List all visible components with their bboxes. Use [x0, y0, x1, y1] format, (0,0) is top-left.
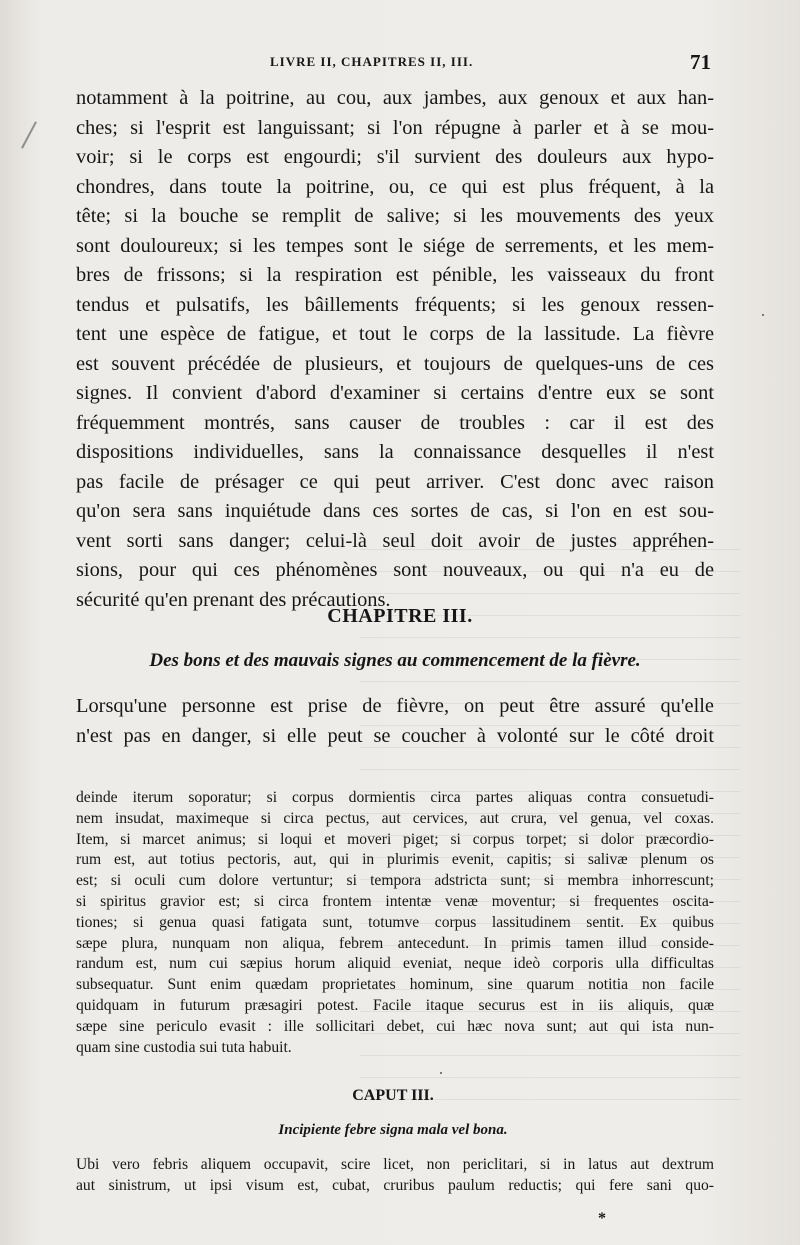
paper-speck [762, 314, 764, 316]
caput-opening-text [76, 1155, 714, 1197]
text-line: Ubi vero febris aliquem occupavit, scire licet, non periclitari, si in latus aut dextrum [76, 1156, 714, 1173]
text-line: randum est, num cui sæpius horum aliquid eveniat, neque ideò corporis ulla difficultas [76, 955, 714, 973]
text-line: dispositions individuelles, sans la connaissance desquelles il n'est [76, 441, 714, 463]
text-line: nem insudat, maximeque si circa pectus, aut cervices, aut crura, vel genua, vel coxas. [76, 809, 714, 827]
text-line: Lorsqu'une personne est prise de fièvre, on peut être assuré qu'elle [76, 695, 714, 717]
chapter-opening-text [76, 692, 714, 751]
margin-pencil-mark [21, 121, 37, 148]
text-line: notamment à la poitrine, au cou, aux jambes, aux genoux et aux han- [76, 87, 714, 109]
french-translation-text [76, 84, 714, 615]
caput-subtitle: Incipiente febre signa mala vel bona. [278, 1122, 508, 1138]
text-line: signes. Il convient d'abord d'examiner si certains d'entre eux se sont [76, 382, 714, 404]
text-line: Item, si marcet animus; si loqui et moveri piget; si corpus torpet; si dolor præcordio- [76, 830, 714, 848]
chapter-heading: CHAPITRE III. [327, 605, 473, 627]
text-line: si spiritus gravior est; si circa frontem intentæ venæ moventur; si frequentes oscita- [76, 892, 714, 910]
text-line: vent sorti sans danger; celui-là seul doit avoir de justes appréhen- [76, 529, 714, 552]
text-line: chondres, dans toute la poitrine, ou, ce qui est plus fréquent, à la [76, 175, 714, 198]
chapter-subtitle: Des bons et des mauvais signes au commencement de la fièvre. [149, 650, 641, 671]
paper-speck [440, 1072, 442, 1074]
text-line: subsequatur. Sunt enim quædam proprietates hominum, sine quarum notitia non facile [76, 976, 714, 994]
text-line: tiones; si genua quasi fatigata sunt, totumve corpus lassitudinem sentit. Ex quibus [76, 913, 714, 931]
text-line: deinde iterum soporatur; si corpus dormientis circa partes aliquas contra consuetudi- [76, 789, 714, 806]
text-line: tête; si la bouche se remplit de salive; si les mouvements des yeux [76, 205, 714, 227]
text-line: est; si oculi cum dolore vertuntur; si tempora adstricta sunt; si membra inhorrescunt; [76, 872, 714, 890]
text-line: sont douloureux; si les tempes sont le siége de serrements, et les mem- [76, 234, 714, 257]
text-line: aut sinistrum, ut ipsi visum est, cubat, cruribus paulum reductis; qui fere sani quo- [76, 1176, 714, 1194]
text-line: pas facile de présager ce qui peut arriver. C'est donc avec raison [76, 470, 714, 493]
text-line: quam sine custodia sui tuta habuit. [76, 1038, 292, 1056]
text-line: n'est pas en danger, si elle peut se coucher à volonté sur le côté droit [76, 724, 714, 747]
text-line: sæpe plura, nunquam non aliqua, febrem antecedunt. In primis tamen illud conside- [76, 934, 714, 952]
text-line: sions, pour qui ces phénomènes sont nouveaux, ou qui n'a eu de [76, 559, 714, 581]
text-line: fréquemment montrés, sans causer de troubles : car il est des [76, 411, 714, 434]
text-line: bres de frissons; si la respiration est pénible, les vaisseaux du front [76, 264, 714, 286]
text-line: sæpe sine periculo evasit : ille sollicitari debet, cui hæc nova sunt; aut qui ista nun- [76, 1017, 714, 1035]
text-line: quidquam in futurum præsagiri potest. Facile itaque securus est in iis aliquis, quæ [76, 996, 714, 1014]
running-head [0, 50, 800, 74]
text-line: tendus et pulsatifs, les bâillements fréquents; si les genoux ressen- [76, 293, 714, 316]
text-line: rum est, aut totius pectoris, aut, qui in plurimis evenit, capitis; si salivæ plenum os [76, 851, 714, 869]
running-title: LIVRE II, CHAPITRES II, III. [270, 54, 474, 69]
page-number: 71 [690, 50, 711, 74]
signature-mark: * [598, 1210, 606, 1227]
text-line: tent une espèce de fatigue, et tout le corps de la lassitude. La fièvre [76, 323, 714, 345]
text-line: voir; si le corps est engourdi; s'il survient des douleurs aux hypo- [76, 146, 714, 168]
caput-heading: CAPUT III. [352, 1087, 434, 1104]
text-line: qu'on sera sans inquiétude dans ces sortes de cas, si l'on en est sou- [76, 500, 714, 522]
text-line: sécurité qu'en prenant des précautions. [76, 588, 391, 611]
text-line: ches; si l'esprit est languissant; si l'on répugne à parler et à se mou- [76, 116, 714, 139]
text-line: est souvent précédée de plusieurs, et toujours de quelques-uns de ces [76, 352, 714, 375]
latin-original-text [76, 788, 714, 1058]
